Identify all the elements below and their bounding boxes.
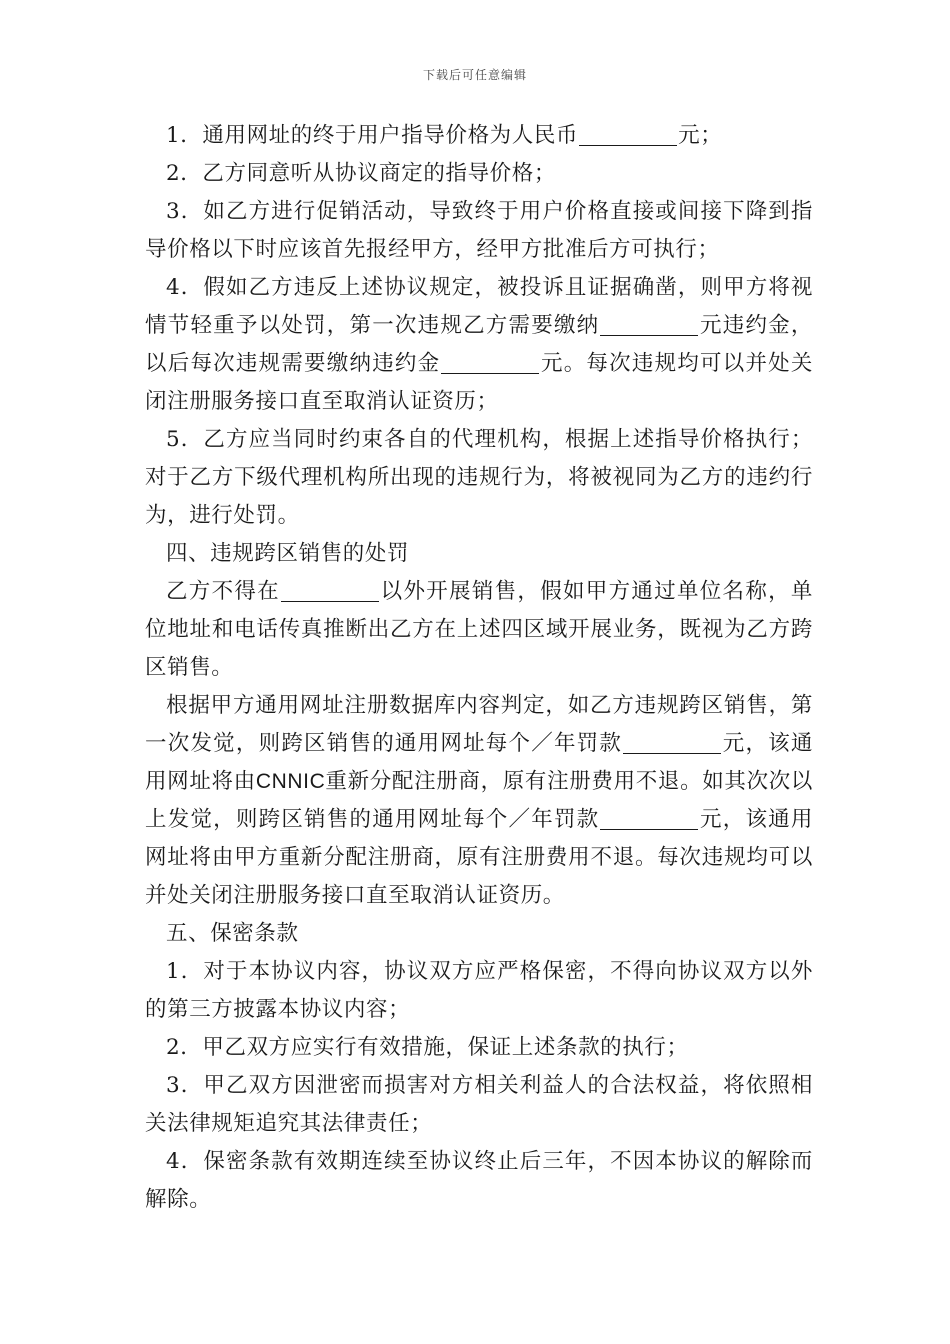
pricing-clause-3 <box>145 193 813 269</box>
cnnic-text: CNNIC <box>255 770 326 793</box>
cross-region-clause-2 <box>145 687 813 915</box>
clause-text: 元； <box>678 123 723 148</box>
confidentiality-clause-1 <box>145 953 813 1029</box>
clause-text: 元，该通用网址将由甲方重新分配注册商，原有注册费用不退。每次违规均可以并处关闭注册服务接口直至取消认证资历。 <box>145 807 813 908</box>
clause-text: 2．乙方同意听从协议商定的指导价格； <box>166 161 556 186</box>
section-heading-5 <box>145 915 813 953</box>
fill-in-blank <box>600 311 698 336</box>
pricing-clause-2 <box>145 155 813 193</box>
clause-text: 以外开展销售，假如甲方通过单位名称，单位地址和电话传真推断出乙方在上述四区域开展业务，既视为乙方跨区销售。 <box>145 579 813 680</box>
clause-text: 元，该通用网址将由 <box>145 731 813 794</box>
clause-text: 4．假如乙方违反上述协议规定，被投诉且证据确凿，则甲方将视情节轻重予以处罚，第一次违规乙方需要缴纳 <box>145 275 813 338</box>
fill-in-blank <box>579 121 677 146</box>
clause-text: 3．甲乙双方因泄密而损害对方相关利益人的合法权益，将依照相关法律规矩追究其法律责任； <box>145 1073 813 1136</box>
cross-region-clause-1 <box>145 573 813 687</box>
pricing-clause-4 <box>145 269 813 421</box>
clause-text: 1．对于本协议内容，协议双方应严格保密，不得向协议双方以外的第三方披露本协议内容； <box>145 959 813 1022</box>
fill-in-blank <box>623 729 721 754</box>
heading-text: 五、保密条款 <box>166 921 299 946</box>
clause-text: 5．乙方应当同时约束各自的代理机构，根据上述指导价格执行；对于乙方下级代理机构所出现的违规行为，将被视同为乙方的违约行为，进行处罚。 <box>145 427 813 528</box>
page-header: 下载后可任意编辑 <box>422 68 527 82</box>
clause-text: 1．通用网址的终于用户指导价格为人民币 <box>166 123 579 148</box>
pricing-clause-1 <box>145 117 813 155</box>
pricing-clause-5 <box>145 421 813 535</box>
clause-text: 乙方不得在 <box>166 579 280 604</box>
fill-in-blank <box>281 577 379 602</box>
document-body <box>145 117 813 1219</box>
heading-text: 四、违规跨区销售的处罚 <box>166 541 410 566</box>
clause-text: 2．甲乙双方应实行有效措施，保证上述条款的执行； <box>166 1035 689 1060</box>
clause-text: 根据甲方通用网址注册数据库内容判定，如乙方违规跨区销售，第一次发觉，则跨区销售的通用网址每个／年罚款 <box>145 693 813 756</box>
clause-text: 重新分配注册商，原有注册费用不退。如其次次以上发觉，则跨区销售的通用网址每个／年罚款 <box>145 769 813 832</box>
clause-text: 3．如乙方进行促销活动，导致终于用户价格直接或间接下降到指导价格以下时应该首先报经甲方，经甲方批准后方可执行； <box>145 199 813 262</box>
clause-text: 4．保密条款有效期连续至协议终止后三年，不因本协议的解除而解除。 <box>145 1149 813 1212</box>
confidentiality-clause-4 <box>145 1143 813 1219</box>
clause-text: 元违约金，以后每次违规需要缴纳违约金 <box>145 313 813 376</box>
fill-in-blank <box>441 349 539 374</box>
confidentiality-clause-2 <box>145 1029 813 1067</box>
fill-in-blank <box>600 805 698 830</box>
confidentiality-clause-3 <box>145 1067 813 1143</box>
clause-text: 元。每次违规均可以并处关闭注册服务接口直至取消认证资历； <box>145 351 813 414</box>
section-heading-4 <box>145 535 813 573</box>
